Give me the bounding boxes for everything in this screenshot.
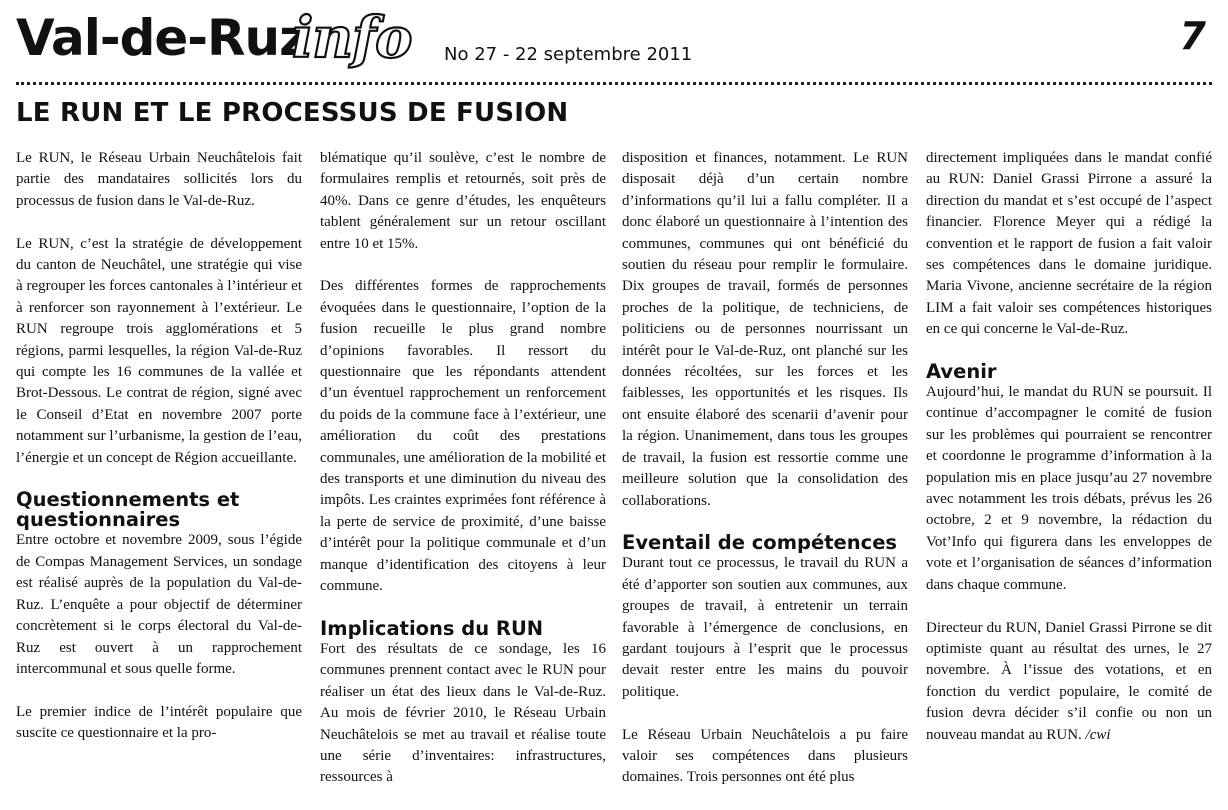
article-headline: LE RUN ET LE PROCESSUS DE FUSION: [16, 98, 569, 128]
paragraph: Le premier indice de l’intérêt populaire que suscite ce questionnaire et la pro-: [16, 703, 302, 742]
paragraph: Le Réseau Urbain Neuchâtelois a pu faire valoir ses compétences dans plusieurs domaines. Trois personnes ont été plus: [622, 726, 908, 786]
paragraph: Le RUN, le Réseau Urbain Neuchâtelois fait partie des mandataires sollicités lors du processus de fusion dans le Val-de-Ruz.: [16, 150, 302, 209]
paragraph: Aujourd’hui, le mandat du RUN se poursuit. Il continue d’accompagner le comité de fusion sur les problèmes qui pourraient se rencontrer et coordonne le programme d’information à la population mis en place jusqu’au 27 novembre avec notamment les trois débats, prévus les 26 octobre, 2 et 9 novembre, la rédaction du Vot’Info qui figurera dans les enveloppes de vote et l’organisation de séances d’information dans chaque commune.: [926, 384, 1212, 593]
column-2: [320, 148, 606, 810]
section-heading: Avenir: [926, 360, 997, 384]
paragraph: Le RUN, c’est la stratégie de développement du canton de Neuchâtel, une stratégie qui vise à regrouper les forces cantonales à l’intérieur et à renforcer son rayonnement à l’extérieur. Le RUN regroupe trois agglomérations et 5 régions, parmi lesquelles, la région Val-de-Ruz qui compte les 16 communes de la vallée et Brot-Dessous. Le contrat de région, signé avec le Conseil d’Etat en novembre 2007 porte notamment sur l’urbanisme, la gestion de l’eau, l’énergie et un concept de Région accueillante.: [16, 235, 302, 466]
brand-title: Val-de-Ruz: [16, 9, 308, 67]
paragraph: [926, 618, 1212, 746]
paragraph: directement impliquées dans le mandat confié au RUN: Daniel Grassi Pirrone a assuré la direction du mandat et s’est occupé de l’aspect financier. Florence Meyer qui a rédigé la convention et le rapport de fusion a fait valoir ses compétences dans le domaine juridique. Maria Vivone, ancienne secrétaire de la région LIM a fait valoir ses compétences historiques en ce qui concerne le Val-de-Ruz.: [926, 150, 1212, 338]
section-heading: Questionnements et questionnaires: [16, 488, 240, 532]
paragraph: Durant tout ce processus, le travail du RUN a été d’apporter son soutien aux communes, aux groupes de travail, à entretenir un terrain favorable à l’émergence de conclusions, en gardant toujours à l’esprit que le processus devait rester entre les mains du pouvoir politique.: [622, 555, 908, 700]
paragraph: blématique qu’il soulève, c’est le nombre de formulaires remplis et retournés, soit près de 40%. Dans ce genre d’études, les enquêteurs tablent généralement sur un retour oscillant entre 10 et 15%.: [320, 150, 606, 252]
paragraph: Des différentes formes de rapprochements évoquées dans le questionnaire, l’option de la fusion recueille le plus grand nombre d’opinions favorables. Il ressort du questionnaire que les répondants attendent d’un éventuel rapprochement un renforcement du poids de la commune face à l’extérieur, une amélioration du coût des prestations communales, une amélioration de la mobilité et des transports et une diminution du niveau des impôts. Les craintes exprimées font référence à la perte de service de proximité, d’une baisse d’intérêt pour la politique communale et d’un manque d’identification des citoyens à leur commune.: [320, 278, 606, 595]
brand-script-logo: info: [292, 5, 412, 71]
page-number: 7: [1179, 14, 1206, 58]
column-1: [16, 148, 302, 766]
issue-info: No 27 - 22 septembre 2011: [444, 44, 693, 65]
column-4: [926, 148, 1212, 767]
paragraph: disposition et finances, notamment. Le RUN disposait déjà d’un certain nombre d’informations qu’il lui a fallu compléter. Il a donc élaboré un questionnaire à l’intention des communes, communes qui ont bénéficié du soutien du réseau pour remplir le formulaire. Dix groupes de travail, formés de personnes proches de la politique, de techniciens, de politiciens ou de personnes nourrissant un intérêt pour le Val-de-Ruz, ont planché sur les données récoltées, sur les forces et les faiblesses, les opportunités et les risques. Ils ont ensuite élaboré des scenarii d’avenir pour la région. Unanimement, dans tous les groupes de travail, la fusion est ressortie comme une meilleure solution que la consolidation des collaborations.: [622, 150, 908, 509]
section-heading: Eventail de compétences: [622, 531, 898, 555]
section-heading: Implications du RUN: [320, 616, 544, 640]
paragraph: Entre octobre et novembre 2009, sous l’égide de Compas Management Services, un sondage est réalisé auprès de la population du Val-de-Ruz. L’enquête a pour objectif de déterminer concrètement si le corps électoral du Val-de-Ruz est ouvert à un rapprochement intercommunal et sous quelle forme.: [16, 532, 302, 677]
masthead: [0, 0, 1228, 80]
author-signature: /cwi: [1085, 726, 1111, 743]
dotted-divider: [16, 82, 1212, 85]
column-3: [622, 148, 908, 810]
paragraph: Fort des résultats de ce sondage, les 16 communes prennent contact avec le RUN pour réaliser un état des lieux dans le Val-de-Ruz. Au mois de février 2010, le Réseau Urbain Neuchâtelois se met au travail et réalise toute une série d’inventaires: infrastructures, ressources à: [320, 640, 606, 786]
closing-paragraph: Directeur du RUN, Daniel Grassi Pirrone se dit optimiste quant au résultat des urnes, le 27 novembre. À l’issue des votations, et en fonction du verdict populaire, le comité de fusion devra décider s’il confie ou non un nouveau mandat au RUN.: [926, 619, 1212, 743]
